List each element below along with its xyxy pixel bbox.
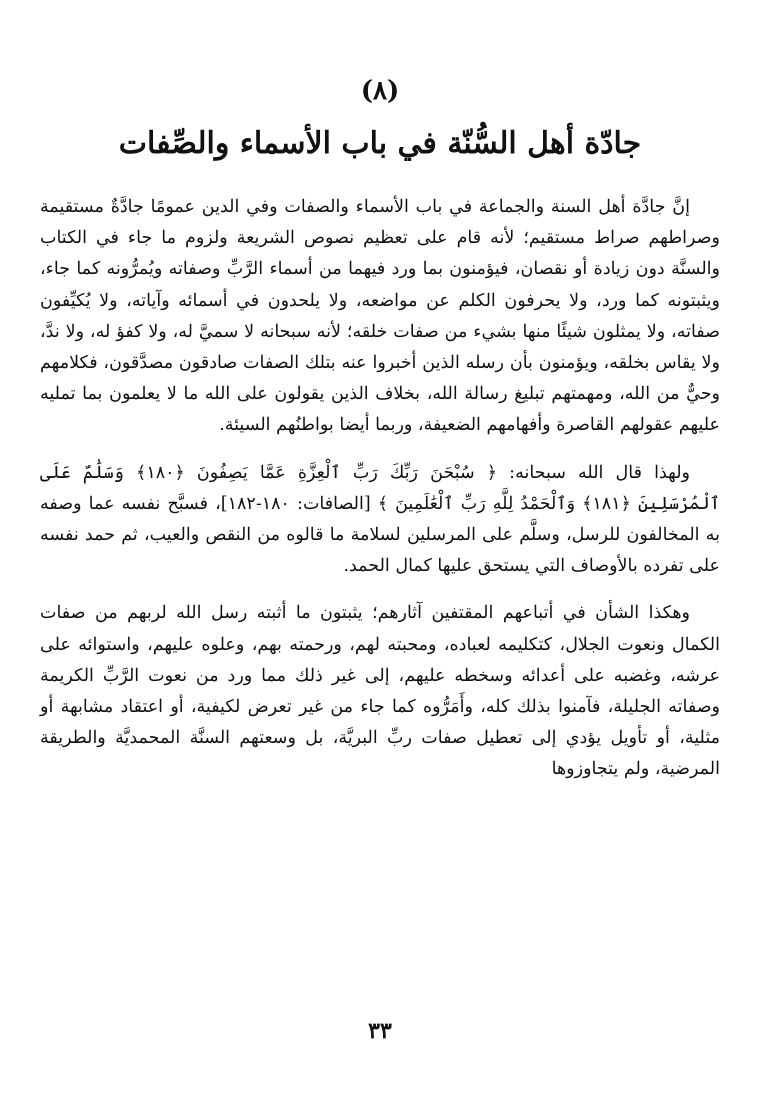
paragraph: ولهذا قال الله سبحانه: ﴿ سُبْحَنَ رَبِّكَ رَبِّ ٱلْعِزَّةِ عَمَّا يَصِفُونَ ﴿١٨٠﴾ وَسَلَٰمٌ عَلَى ٱلْمُرْسَلِينَ ﴿١٨١﴾ وَٱلْحَمْدُ لِلَّهِ رَبِّ ٱلْعَٰلَمِينَ ﴾ [الصافات: ١٨٠-١٨٢]، فسبَّح نفسه عما وصفه به المخالفون للرسل، وسلَّم على المرسلين لسلامة ما قالوه من النقص والعيب، ثم حمد نفسه على تفرده بالأوصاف التي يستحق عليها كمال الحمد. [40, 462, 721, 577]
chapter-number: (٨) [360, 76, 400, 106]
paragraph: إنَّ جادَّة أهل السنة والجماعة في باب الأسماء والصفات وفي الدين عمومًا جادَّةٌ مستقيمة وصراطهم صراط مستقيم؛ لأنه قام على تعظيم نصوص الشريعة ولزوم ما جاء في الكتاب والسنَّة دون زيادة أو نقصان، فيؤمنون بما ورد فيهما من أسماء الرَّبِّ وصفاته ويُمرُّونه كما جاء، ويثبتونه كما ورد، ولا يحرفون الكلم عن مواضعه، ولا يلحدون في أسمائه وآياته، ولا يُكيِّفون صفاته، ولا يمثلون شيئًا منها بشيء من صفات خلقه؛ لأنه سبحانه لا سميَّ له، ولا كفؤ له، ولا ندَّ، ولا يقاس بخلقه، ويؤمنون بأن رسله الذين أخبروا عنه بتلك الصفات صادقون مصدَّقون، فكلامهم وحيٌّ من الله، ومهمتهم تبليغ رسالة الله، بخلاف الذين يقولون على الله ما لا يعلمون بما تمليه عليهم عقولهم القاصرة وأفهامهم الضعيفة، وربما أيضا بواطنُهم السيئة. [40, 197, 720, 436]
page-body [40, 192, 720, 802]
paragraph: وهكذا الشأن في أتباعهم المقتفين آثارهم؛ يثبتون ما أثبته رسل الله لربهم من صفات الكمال ونعوت الجلال، كتكليمه لعباده، ومحبته لهم، ورحمته بهم، وعلوه عليهم، واستوائه على عرشه، وغضبه على أعدائه وسخطه عليهم، إلى غير ذلك مما ورد من نعوت الرَّبِّ الكريمة وصفاته الجليلة، فآمنوا بذلك كله، وأَمَرُّوه كما جاء من غير تعرض لكيفية، أو اعتقاد مشابهة أو مثلية، أو تأويل يؤدي إلى تعطيل صفات ربِّ البريَّة، بل وسعتهم السنَّة المحمديَّة والطريقة المرضية، ولم يتجاوزوها [40, 603, 721, 780]
book-page [40, 0, 720, 1096]
page-number: ٣٣ [368, 1018, 392, 1044]
chapter-title: جادّة أهل السُّنّة في باب الأسماء والصِّفات [118, 126, 642, 161]
